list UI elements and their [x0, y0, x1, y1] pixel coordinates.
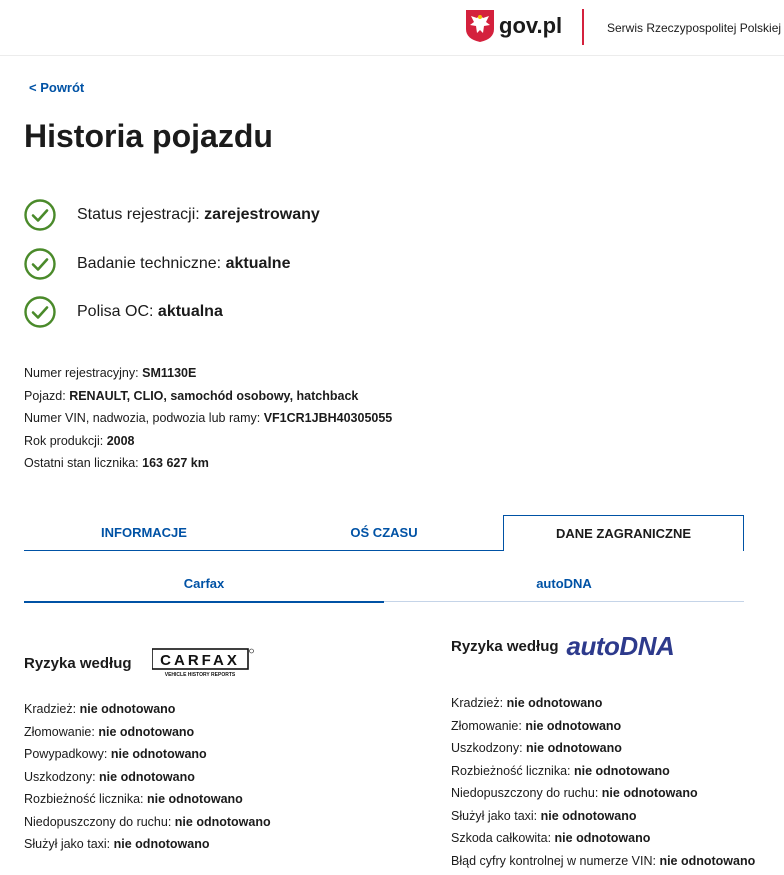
- list-item: Uszkodzony: nie odnotowano: [451, 741, 622, 755]
- carfax-logo-text: CARFAX: [159, 652, 240, 669]
- carfax-logo: [152, 648, 254, 678]
- tab-os-czasu[interactable]: OŚ CZASU: [350, 525, 418, 540]
- list-item: Służył jako taxi: nie odnotowano: [24, 837, 210, 851]
- list-item: Błąd cyfry kontrolnej w numerze VIN: nie odnotowano: [451, 853, 756, 868]
- detail-registration-number: Numer rejestracyjny: SM1130E: [24, 366, 197, 380]
- carfax-logo-subtitle: VEHICLE HISTORY REPORTS: [164, 672, 235, 678]
- list-item: Kradzież: nie odnotowano: [451, 696, 603, 710]
- page-title: Historia pojazdu: [24, 118, 273, 154]
- carfax-risk-list: [24, 698, 271, 856]
- detail-vin: Numer VIN, nadwozia, podwozia lub ramy: VF1CR1JBH40305055: [24, 411, 393, 426]
- detail-odometer: Ostatni stan licznika: 163 627 km: [24, 456, 209, 471]
- source-tabs: [24, 566, 744, 602]
- list-item: Służył jako taxi: nie odnotowano: [451, 808, 637, 823]
- detail-vehicle: Pojazd: RENAULT, CLIO, samochód osobowy, hatchback: [24, 388, 359, 403]
- status-value: aktualna: [157, 303, 223, 320]
- autodna-risk-list: [451, 692, 755, 872]
- check-circle-icon: [24, 248, 56, 280]
- list-item: Uszkodzony: nie odnotowano: [24, 769, 195, 784]
- autodna-heading: Ryzyka według autoDNA: [451, 631, 675, 661]
- check-circle-icon: [24, 296, 56, 328]
- subtab-carfax[interactable]: Carfax: [183, 576, 225, 591]
- status-insurance: [24, 295, 223, 329]
- subtab-underline: [384, 601, 744, 602]
- list-item: Niedopuszczony do ruchu: nie odnotowano: [451, 786, 698, 800]
- status-inspection: [24, 247, 290, 281]
- tab-dane-zagraniczne[interactable]: DANE ZAGRANICZNE: [503, 515, 744, 551]
- autodna-logo: autoDNA: [566, 631, 675, 661]
- status-value: aktualne: [225, 255, 291, 272]
- site-header: [0, 0, 784, 56]
- status-value: zarejestrowany: [204, 206, 320, 223]
- list-item: Kradzież: nie odnotowano: [24, 702, 176, 716]
- eagle-emblem-icon: [465, 9, 495, 43]
- status-label: Badanie techniczne:: [77, 255, 222, 272]
- tab-informacje[interactable]: INFORMACJE: [101, 525, 187, 540]
- status-registration: [24, 198, 320, 232]
- subtab-autodna[interactable]: autoDNA: [536, 576, 592, 591]
- list-item: Rozbieżność licznika: nie odnotowano: [24, 792, 243, 806]
- gov-logo[interactable]: [465, 9, 562, 43]
- status-label: Polisa OC:: [77, 303, 154, 320]
- list-item: Niedopuszczony do ruchu: nie odnotowano: [24, 814, 271, 829]
- main-tabs: [24, 515, 744, 551]
- check-circle-icon: [24, 199, 56, 231]
- list-item: Rozbieżność licznika: nie odnotowano: [451, 763, 670, 778]
- header-divider: [582, 9, 584, 45]
- service-name: Serwis Rzeczypospolitej Polskiej: [607, 21, 782, 35]
- detail-production-year: Rok produkcji: 2008: [24, 433, 135, 448]
- list-item: Powypadkowy: nie odnotowano: [24, 747, 207, 761]
- subtab-active-indicator: [24, 601, 384, 603]
- status-label: Status rejestracji:: [77, 206, 200, 223]
- list-item: Złomowanie: nie odnotowano: [24, 724, 195, 739]
- brand-name: gov.pl: [499, 13, 563, 38]
- carfax-heading: Ryzyka według CARFAX VEHICLE HISTORY REPORTS: [24, 648, 254, 678]
- list-item: Szkoda całkowita: nie odnotowano: [451, 831, 651, 845]
- vehicle-details: [24, 362, 392, 475]
- back-link[interactable]: < Powrót: [29, 80, 85, 95]
- list-item: Złomowanie: nie odnotowano: [451, 718, 622, 733]
